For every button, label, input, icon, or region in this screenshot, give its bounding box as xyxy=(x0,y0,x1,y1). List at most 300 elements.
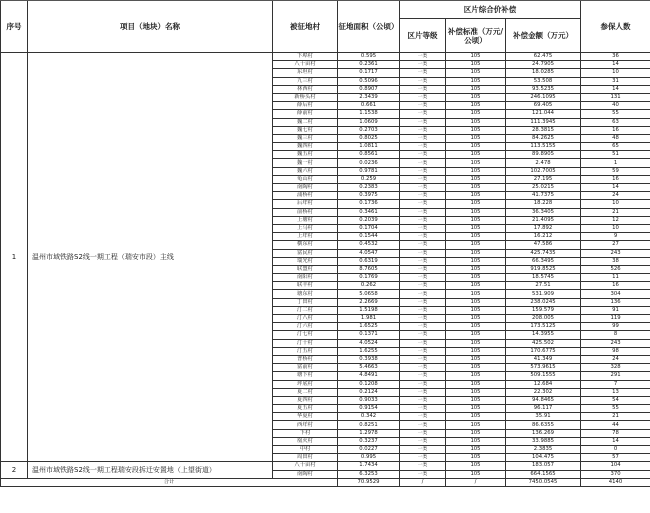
cell-amount: 425.7435 xyxy=(506,249,581,257)
header-project: 项目（地块）名称 xyxy=(28,1,273,53)
cell-insured: 16 xyxy=(581,175,650,183)
cell-amount: 18.0285 xyxy=(506,69,581,77)
cell-insured: 131 xyxy=(581,93,650,101)
cell-zone-class: 一类 xyxy=(400,118,446,126)
cell-village: 汀六村 xyxy=(273,323,338,331)
cell-amount: 25.0215 xyxy=(506,184,581,192)
cell-amount: 89.8905 xyxy=(506,151,581,159)
cell-standard: 105 xyxy=(446,364,506,372)
cell-village: 坪底村 xyxy=(273,380,338,388)
cell-amount: 425.502 xyxy=(506,339,581,347)
cell-village: 薛前村 xyxy=(273,110,338,118)
cell-zone-class: 一类 xyxy=(400,224,446,232)
cell-standard: 105 xyxy=(446,53,506,61)
cell-village: 汀二村 xyxy=(273,306,338,314)
header-zone-group: 区片综合价补偿 xyxy=(400,1,581,19)
table-row xyxy=(1,53,650,61)
cell-insured: 10 xyxy=(581,200,650,208)
cell-area: 0.259 xyxy=(338,175,400,183)
cell-standard: 105 xyxy=(446,208,506,216)
row-project-name: 温州市域铁路S2线一期工程瑞安段拆迁安置地（上望街道） xyxy=(28,462,273,478)
cell-insured: 31 xyxy=(581,77,650,85)
cell-insured: 21 xyxy=(581,413,650,421)
cell-amount: 573.9615 xyxy=(506,364,581,372)
cell-insured: 14 xyxy=(581,85,650,93)
row-project-name: 温州市域铁路S2线一期工程（瑞安市段）主线 xyxy=(28,53,273,462)
cell-insured: 14 xyxy=(581,437,650,445)
cell-amount: 919.8525 xyxy=(506,265,581,273)
cell-zone-class: 一类 xyxy=(400,470,446,478)
cell-area: 0.9154 xyxy=(338,405,400,413)
cell-zone-class: 一类 xyxy=(400,143,446,151)
cell-insured: 13 xyxy=(581,388,650,396)
cell-village: 魏五村 xyxy=(273,151,338,159)
cell-amount: 509.1555 xyxy=(506,372,581,380)
cell-standard: 105 xyxy=(446,192,506,200)
cell-area: 0.262 xyxy=(338,282,400,290)
cell-zone-class: 一类 xyxy=(400,126,446,134)
header-seq: 序号 xyxy=(1,1,28,53)
cell-village: 汀八村 xyxy=(273,315,338,323)
cell-amount: 41.349 xyxy=(506,355,581,363)
cell-area: 1.0811 xyxy=(338,143,400,151)
cell-standard: 105 xyxy=(446,257,506,265)
cell-village: 浦桥村 xyxy=(273,192,338,200)
cell-standard: 105 xyxy=(446,102,506,110)
cell-standard: 105 xyxy=(446,274,506,282)
cell-standard: 105 xyxy=(446,339,506,347)
cell-area: 0.1208 xyxy=(338,380,400,388)
cell-zone-class: 一类 xyxy=(400,306,446,314)
cell-village: 魏六村 xyxy=(273,167,338,175)
cell-village: 上塘村 xyxy=(273,216,338,224)
cell-area: 1.981 xyxy=(338,315,400,323)
cell-insured: 14 xyxy=(581,184,650,192)
cell-village: 前桥村 xyxy=(273,208,338,216)
cell-area: 0.9781 xyxy=(338,167,400,175)
cell-area: 0.3938 xyxy=(338,355,400,363)
cell-area: 1.7434 xyxy=(338,462,400,470)
cell-amount: 53.508 xyxy=(506,77,581,85)
total-row xyxy=(1,478,650,486)
cell-village: 八十亩村 xyxy=(273,462,338,470)
cell-village: 西垟村 xyxy=(273,421,338,429)
cell-insured: 59 xyxy=(581,167,650,175)
cell-standard: 105 xyxy=(446,446,506,454)
cell-village: 夏五村 xyxy=(273,405,338,413)
cell-area: 0.995 xyxy=(338,454,400,462)
cell-amount: 18.228 xyxy=(506,200,581,208)
cell-insured: 99 xyxy=(581,323,650,331)
cell-standard: 105 xyxy=(446,372,506,380)
cell-insured: 78 xyxy=(581,429,650,437)
cell-village: 凰火村 xyxy=(273,437,338,445)
cell-zone-class: 一类 xyxy=(400,282,446,290)
cell-amount: 111.3945 xyxy=(506,118,581,126)
cell-area: 0.1544 xyxy=(338,233,400,241)
cell-zone-class: 一类 xyxy=(400,69,446,77)
cell-village: 塘下村 xyxy=(273,372,338,380)
total-standard: / xyxy=(446,478,506,486)
cell-area: 0.3237 xyxy=(338,437,400,445)
cell-standard: 105 xyxy=(446,429,506,437)
cell-area: 5.0658 xyxy=(338,290,400,298)
cell-insured: 14 xyxy=(581,61,650,69)
cell-standard: 105 xyxy=(446,462,506,470)
cell-area: 0.3461 xyxy=(338,208,400,216)
cell-zone-class: 一类 xyxy=(400,208,446,216)
cell-amount: 2.3835 xyxy=(506,446,581,454)
cell-zone-class: 一类 xyxy=(400,93,446,101)
cell-insured: 104 xyxy=(581,462,650,470)
cell-amount: 93.5235 xyxy=(506,85,581,93)
cell-village: 魏四村 xyxy=(273,143,338,151)
cell-area: 0.2039 xyxy=(338,216,400,224)
cell-amount: 94.8465 xyxy=(506,396,581,404)
cell-area: 2.2669 xyxy=(338,298,400,306)
cell-village: 汀十村 xyxy=(273,339,338,347)
cell-standard: 105 xyxy=(446,282,506,290)
total-zone-class: / xyxy=(400,478,446,486)
total-label: 合计 xyxy=(1,478,338,486)
cell-village: 瑞光村 xyxy=(273,257,338,265)
cell-area: 0.1371 xyxy=(338,331,400,339)
cell-zone-class: 一类 xyxy=(400,77,446,85)
cell-standard: 105 xyxy=(446,421,506,429)
cell-standard: 105 xyxy=(446,454,506,462)
table-body xyxy=(1,53,650,487)
cell-amount: 183.057 xyxy=(506,462,581,470)
cell-amount: 531.909 xyxy=(506,290,581,298)
cell-insured: 21 xyxy=(581,208,650,216)
cell-village: 上垟村 xyxy=(273,233,338,241)
cell-area: 4.0524 xyxy=(338,339,400,347)
cell-standard: 105 xyxy=(446,437,506,445)
header-area: 征地面积（公顷） xyxy=(338,1,400,53)
cell-village: 新桥头村 xyxy=(273,93,338,101)
cell-area: 0.0227 xyxy=(338,446,400,454)
cell-zone-class: 一类 xyxy=(400,110,446,118)
cell-village: 中村 xyxy=(273,446,338,454)
cell-insured: 12 xyxy=(581,216,650,224)
cell-insured: 51 xyxy=(581,151,650,159)
cell-insured: 55 xyxy=(581,405,650,413)
cell-village: 下埠村 xyxy=(273,53,338,61)
cell-zone-class: 一类 xyxy=(400,315,446,323)
table-header xyxy=(1,1,650,53)
cell-area: 2.3439 xyxy=(338,93,400,101)
total-area: 70.9529 xyxy=(338,478,400,486)
cell-zone-class: 一类 xyxy=(400,102,446,110)
cell-insured: 38 xyxy=(581,257,650,265)
cell-amount: 35.91 xyxy=(506,413,581,421)
cell-insured: 11 xyxy=(581,274,650,282)
cell-standard: 105 xyxy=(446,224,506,232)
cell-area: 0.1736 xyxy=(338,200,400,208)
cell-insured: 7 xyxy=(581,380,650,388)
cell-amount: 41.7375 xyxy=(506,192,581,200)
cell-village: 九三村 xyxy=(273,77,338,85)
cell-zone-class: 一类 xyxy=(400,274,446,282)
cell-standard: 105 xyxy=(446,470,506,478)
cell-insured: 98 xyxy=(581,347,650,355)
cell-village: 林西村 xyxy=(273,85,338,93)
cell-insured: 63 xyxy=(581,118,650,126)
cell-zone-class: 一类 xyxy=(400,290,446,298)
cell-amount: 24.7905 xyxy=(506,61,581,69)
cell-zone-class: 一类 xyxy=(400,380,446,388)
total-insured: 4140 xyxy=(581,478,650,486)
cell-amount: 27.195 xyxy=(506,175,581,183)
cell-amount: 62.475 xyxy=(506,53,581,61)
cell-zone-class: 一类 xyxy=(400,241,446,249)
cell-area: 8.7605 xyxy=(338,265,400,273)
cell-zone-class: 一类 xyxy=(400,298,446,306)
cell-insured: 291 xyxy=(581,372,650,380)
cell-insured: 16 xyxy=(581,282,650,290)
cell-insured: 44 xyxy=(581,421,650,429)
cell-insured: 9 xyxy=(581,233,650,241)
cell-standard: 105 xyxy=(446,134,506,142)
cell-village: 东坦村 xyxy=(273,69,338,77)
cell-area: 0.1769 xyxy=(338,274,400,282)
cell-amount: 2.478 xyxy=(506,159,581,167)
cell-area: 0.2361 xyxy=(338,61,400,69)
cell-village: 薛后村 xyxy=(273,102,338,110)
cell-amount: 86.6355 xyxy=(506,421,581,429)
cell-amount: 47.586 xyxy=(506,241,581,249)
cell-insured: 136 xyxy=(581,298,650,306)
cell-zone-class: 一类 xyxy=(400,355,446,363)
cell-area: 6.3253 xyxy=(338,470,400,478)
header-amount: 补偿金额（万元） xyxy=(506,19,581,53)
cell-area: 1.2978 xyxy=(338,429,400,437)
table-row xyxy=(1,462,650,470)
cell-village: 联盟村 xyxy=(273,265,338,273)
cell-zone-class: 一类 xyxy=(400,85,446,93)
cell-amount: 104.475 xyxy=(506,454,581,462)
cell-village: 后垟村 xyxy=(273,200,338,208)
cell-insured: 40 xyxy=(581,102,650,110)
cell-village: 南阳村 xyxy=(273,274,338,282)
cell-zone-class: 一类 xyxy=(400,216,446,224)
cell-zone-class: 一类 xyxy=(400,249,446,257)
cell-standard: 105 xyxy=(446,323,506,331)
cell-amount: 33.9885 xyxy=(506,437,581,445)
cell-village: 南陶村 xyxy=(273,184,338,192)
cell-zone-class: 一类 xyxy=(400,323,446,331)
header-standard: 补偿标准（万元/公顷） xyxy=(446,19,506,53)
cell-area: 4.0547 xyxy=(338,249,400,257)
cell-village: 汀五村 xyxy=(273,347,338,355)
cell-insured: 526 xyxy=(581,265,650,273)
cell-area: 0.342 xyxy=(338,413,400,421)
cell-insured: 10 xyxy=(581,224,650,232)
cell-zone-class: 一类 xyxy=(400,372,446,380)
cell-standard: 105 xyxy=(446,126,506,134)
cell-zone-class: 一类 xyxy=(400,396,446,404)
cell-insured: 1 xyxy=(581,159,650,167)
cell-village: 周田村 xyxy=(273,454,338,462)
cell-village: 富前村 xyxy=(273,364,338,372)
cell-standard: 105 xyxy=(446,249,506,257)
cell-zone-class: 一类 xyxy=(400,151,446,159)
cell-zone-class: 一类 xyxy=(400,388,446,396)
cell-area: 4.8491 xyxy=(338,372,400,380)
cell-zone-class: 一类 xyxy=(400,421,446,429)
cell-area: 0.3975 xyxy=(338,192,400,200)
cell-zone-class: 一类 xyxy=(400,347,446,355)
cell-standard: 105 xyxy=(446,77,506,85)
cell-amount: 27.51 xyxy=(506,282,581,290)
cell-zone-class: 一类 xyxy=(400,405,446,413)
cell-standard: 105 xyxy=(446,355,506,363)
cell-amount: 66.3495 xyxy=(506,257,581,265)
cell-zone-class: 一类 xyxy=(400,159,446,167)
cell-zone-class: 一类 xyxy=(400,192,446,200)
cell-village: 魏七村 xyxy=(273,126,338,134)
cell-amount: 12.684 xyxy=(506,380,581,388)
cell-amount: 238.0245 xyxy=(506,298,581,306)
cell-area: 1.5198 xyxy=(338,306,400,314)
cell-zone-class: 一类 xyxy=(400,446,446,454)
cell-standard: 105 xyxy=(446,290,506,298)
cell-amount: 17.892 xyxy=(506,224,581,232)
cell-area: 1.6525 xyxy=(338,323,400,331)
header-insured: 参保人数 xyxy=(581,1,650,53)
cell-amount: 208.005 xyxy=(506,315,581,323)
cell-area: 0.2383 xyxy=(338,184,400,192)
cell-village: 夏二村 xyxy=(273,388,338,396)
cell-amount: 136.269 xyxy=(506,429,581,437)
cell-village: 魏二村 xyxy=(273,118,338,126)
cell-standard: 105 xyxy=(446,143,506,151)
cell-village: 八十亩村 xyxy=(273,61,338,69)
cell-amount: 96.117 xyxy=(506,405,581,413)
cell-zone-class: 一类 xyxy=(400,364,446,372)
cell-area: 5.4663 xyxy=(338,364,400,372)
cell-area: 0.1704 xyxy=(338,224,400,232)
cell-standard: 105 xyxy=(446,241,506,249)
cell-amount: 14.3955 xyxy=(506,331,581,339)
cell-standard: 105 xyxy=(446,200,506,208)
cell-zone-class: 一类 xyxy=(400,184,446,192)
cell-village: 华夏村 xyxy=(273,413,338,421)
cell-amount: 16.212 xyxy=(506,233,581,241)
cell-amount: 69.405 xyxy=(506,102,581,110)
row-seq: 2 xyxy=(1,462,28,478)
cell-area: 0.8561 xyxy=(338,151,400,159)
cell-zone-class: 一类 xyxy=(400,331,446,339)
cell-zone-class: 一类 xyxy=(400,200,446,208)
cell-insured: 27 xyxy=(581,241,650,249)
cell-amount: 84.2625 xyxy=(506,134,581,142)
cell-standard: 105 xyxy=(446,61,506,69)
cell-standard: 105 xyxy=(446,151,506,159)
cell-insured: 24 xyxy=(581,192,650,200)
cell-area: 0.661 xyxy=(338,102,400,110)
cell-insured: 16 xyxy=(581,126,650,134)
cell-village: 南陶村 xyxy=(273,470,338,478)
cell-insured: 91 xyxy=(581,306,650,314)
cell-village: 塘东村 xyxy=(273,290,338,298)
cell-village: 夏四村 xyxy=(273,396,338,404)
cell-insured: 65 xyxy=(581,143,650,151)
cell-standard: 105 xyxy=(446,93,506,101)
cell-standard: 105 xyxy=(446,315,506,323)
cell-area: 0.1717 xyxy=(338,69,400,77)
cell-amount: 21.4095 xyxy=(506,216,581,224)
cell-standard: 105 xyxy=(446,175,506,183)
cell-amount: 664.1565 xyxy=(506,470,581,478)
top-border xyxy=(0,0,650,1)
cell-insured: 328 xyxy=(581,364,650,372)
header-village: 被征地村 xyxy=(273,1,338,53)
cell-area: 1.0609 xyxy=(338,118,400,126)
cell-area: 0.8025 xyxy=(338,134,400,142)
cell-area: 0.2703 xyxy=(338,126,400,134)
cell-standard: 105 xyxy=(446,331,506,339)
cell-insured: 55 xyxy=(581,110,650,118)
cell-insured: 370 xyxy=(581,470,650,478)
cell-zone-class: 一类 xyxy=(400,339,446,347)
cell-zone-class: 一类 xyxy=(400,257,446,265)
cell-insured: 119 xyxy=(581,315,650,323)
cell-village: 普桥村 xyxy=(273,355,338,363)
cell-area: 0.0236 xyxy=(338,159,400,167)
cell-zone-class: 一类 xyxy=(400,413,446,421)
cell-standard: 105 xyxy=(446,110,506,118)
cell-area: 1.6255 xyxy=(338,347,400,355)
total-amount: 7450.0545 xyxy=(506,478,581,486)
cell-village: 龟山村 xyxy=(273,175,338,183)
cell-standard: 105 xyxy=(446,388,506,396)
cell-standard: 105 xyxy=(446,380,506,388)
cell-standard: 105 xyxy=(446,306,506,314)
cell-standard: 105 xyxy=(446,69,506,77)
cell-amount: 173.5125 xyxy=(506,323,581,331)
cell-insured: 24 xyxy=(581,355,650,363)
cell-village: 魏三村 xyxy=(273,134,338,142)
cell-village: 魏一村 xyxy=(273,159,338,167)
cell-amount: 159.579 xyxy=(506,306,581,314)
cell-amount: 18.5745 xyxy=(506,274,581,282)
cell-standard: 105 xyxy=(446,413,506,421)
cell-village: 上马村 xyxy=(273,224,338,232)
cell-amount: 36.3405 xyxy=(506,208,581,216)
cell-standard: 105 xyxy=(446,159,506,167)
cell-amount: 102.7005 xyxy=(506,167,581,175)
cell-village: 横东村 xyxy=(273,241,338,249)
cell-zone-class: 一类 xyxy=(400,175,446,183)
cell-insured: 0 xyxy=(581,446,650,454)
cell-standard: 105 xyxy=(446,184,506,192)
cell-area: 0.8907 xyxy=(338,85,400,93)
cell-zone-class: 一类 xyxy=(400,233,446,241)
cell-area: 0.4532 xyxy=(338,241,400,249)
cell-area: 0.595 xyxy=(338,53,400,61)
cell-insured: 54 xyxy=(581,396,650,404)
cell-zone-class: 一类 xyxy=(400,61,446,69)
cell-zone-class: 一类 xyxy=(400,134,446,142)
cell-insured: 10 xyxy=(581,69,650,77)
cell-zone-class: 一类 xyxy=(400,167,446,175)
cell-village: 汀七村 xyxy=(273,331,338,339)
cell-area: 1.1538 xyxy=(338,110,400,118)
cell-insured: 243 xyxy=(581,339,650,347)
cell-insured: 36 xyxy=(581,53,650,61)
cell-insured: 243 xyxy=(581,249,650,257)
